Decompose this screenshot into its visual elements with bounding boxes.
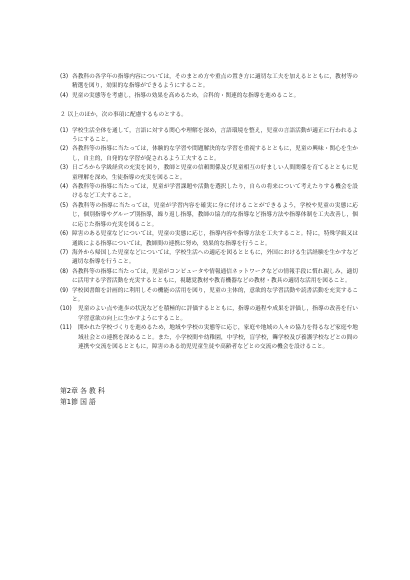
- item-text: 各教科の各学年の指導内容については，そのまとめ方や重点の置き方に適切な工夫を加えるとともに，教材等の精選を図り，効果的な指導ができるようにすること。: [72, 74, 358, 90]
- section-heading: ２ 以上のほか，次の事項に配慮するものとする。: [60, 112, 187, 119]
- item-number: (4): [60, 92, 69, 99]
- list-item: [60, 305, 358, 324]
- item-number: (6): [60, 231, 69, 238]
- list-item: [60, 92, 358, 101]
- item-text: 各教科等の指導に当たっては，体験的な学習や問題解決的な学習を重視するとともに，児童の興味・関心を生かし，自主的，自発的な学習が促されるよう工夫すること。: [72, 146, 358, 162]
- item-text: 学校図書館を計画的に利用しその機能の活用を図り，児童の主体的，意欲的な学習活動や読書活動を充実すること。: [72, 287, 358, 303]
- list-item: [60, 249, 358, 268]
- top-list: [60, 73, 358, 101]
- item-text: 各教科等の指導に当たっては，児童が学習課題や活動を選択したり，自らの将来について考えたりする機会を設けるなど工夫すること。: [72, 184, 358, 200]
- item-number: (8): [60, 268, 69, 275]
- list-item: [60, 145, 358, 164]
- list-item: [60, 202, 358, 230]
- item-text: 各教科等の指導に当たっては，児童がコンピュータや情報通信ネットワークなどの情報手段に慣れ親しみ，適切に活用する学習活動を充実するとともに，視聴覚教材や教育機器などの教材・教具の適切な活用を図ること。: [72, 268, 358, 285]
- list-item: [60, 287, 358, 306]
- list-item: [60, 127, 358, 146]
- section-title: 第1節 国 語: [60, 398, 96, 407]
- considerations-list: [60, 127, 358, 353]
- item-number: (1): [60, 127, 69, 134]
- list-item: [60, 268, 358, 287]
- item-text: 各教科等の指導に当たっては，児童が学習内容を確実に身に付けることができるよう，学校や児童の実態に応じ，個別指導やグループ別指導，繰り返し指導，教師の協力的な指導など指導方法や指導体制を工夫改善し，個に応じた指導の充実を図ること。: [72, 202, 358, 228]
- list-item: [60, 164, 358, 183]
- item-text: 海外から帰国した児童などについては，学校生活への適応を図るとともに，外国における生活経験を生かすなど適切な指導を行うこと。: [72, 249, 358, 266]
- item-number: (4): [60, 184, 69, 191]
- item-number: (3): [60, 74, 69, 80]
- item-text: 児童のよい点や進歩の状況などを積極的に評価するとともに，指導の過程や成果を評価し，指導の改善を行い学習意欲の向上に生かすようにすること。: [78, 306, 358, 322]
- item-number: (7): [60, 249, 69, 256]
- item-number: (11): [60, 325, 72, 332]
- list-item: [60, 183, 358, 202]
- item-number: (3): [60, 165, 69, 172]
- list-item: [60, 73, 358, 92]
- item-text: 開かれた学校づくりを進めるため，地域や学校の実態等に応じ，家庭や地域の人々の協力を得るなど家庭や地域社会との連携を深めること。また，小学校間や幼稚園，中学校，盲学校，聾学校及び養護学校などとの間の連携や交流を図るとともに，障害のある幼児児童生徒や高齢者などとの交流の機会を設けること。: [78, 325, 358, 350]
- item-number: (5): [60, 202, 69, 209]
- item-number: (2): [60, 146, 69, 153]
- item-number: (9): [60, 287, 69, 294]
- list-item: [60, 230, 358, 249]
- chapter-heading: [60, 386, 358, 408]
- list-item: [60, 324, 358, 352]
- chapter-title: 第2章 各 教 科: [60, 387, 105, 396]
- item-text: 障害のある児童などについては，児童の実態に応じ，指導内容や指導方法を工夫すること。特に，特殊学級又は通級による指導については，教師間の連携に努め，効果的な指導を行うこと。: [72, 231, 358, 247]
- item-number: (10): [60, 306, 72, 313]
- item-text: 児童の実態等を考慮し，指導の効果を高めるため，合科的・関連的な指導を進めること。: [72, 92, 300, 99]
- item-text: 学校生活全体を通して，言語に対する関心や理解を深め，言語環境を整え，児童の言語活動が適正に行われるようにすること。: [72, 127, 358, 144]
- item-text: 日ごろから学級経営の充実を図り，教師と児童の信頼関係及び児童相互の好ましい人間関係を育てるとともに児童理解を深め，生徒指導の充実を図ること。: [72, 165, 358, 181]
